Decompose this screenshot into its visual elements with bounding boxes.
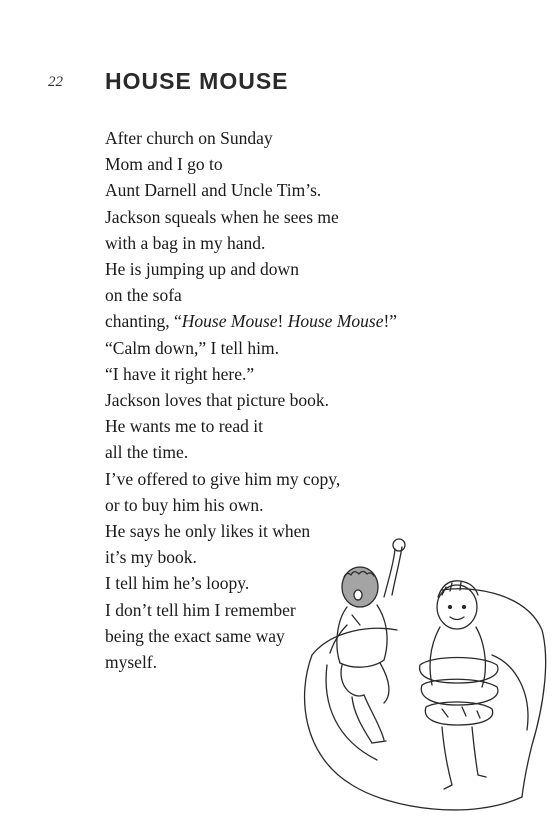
jumping-child-figure [330, 539, 405, 743]
poem-line-part: ! [277, 311, 288, 332]
poem-line: being the exact same way [105, 625, 285, 646]
page-title: HOUSE MOUSE [105, 68, 289, 94]
poem-line: or to buy him his own. [105, 494, 264, 515]
page-number: 22 [48, 74, 63, 90]
book-title-italic: House Mouse [181, 311, 278, 332]
poem-line: “I have it right here.” [105, 363, 255, 384]
smiling-child-figure [420, 581, 498, 789]
children-on-sofa-illustration [292, 535, 552, 825]
poem-line: He is jumping up and down [105, 259, 299, 280]
poem-line: I don’t tell him I remember [105, 599, 296, 620]
poem-line: all the time. [105, 442, 189, 463]
poem-line: I tell him he’s loopy. [105, 573, 250, 594]
poem-line: After church on Sunday [105, 128, 273, 148]
poem-line: Jackson squeals when he sees me [105, 206, 339, 227]
poem-line: it’s my book. [105, 547, 197, 568]
poem-line: Jackson loves that picture book. [105, 390, 330, 411]
poem-line-part: chanting, “ [105, 311, 182, 332]
poem-line: Aunt Darnell and Uncle Tim’s. [105, 180, 322, 201]
poem-line: He wants me to read it [105, 416, 263, 437]
poem-line: Mom and I go to [105, 154, 223, 175]
poem-line: I’ve offered to give him my copy, [105, 468, 341, 489]
poem-line: myself. [105, 652, 158, 673]
poem-line: on the sofa [105, 285, 182, 306]
poem-line [105, 308, 425, 334]
poem-line: He says he only likes it when [105, 521, 311, 542]
poem-line: “Calm down,” I tell him. [105, 337, 279, 358]
poem-line: with a bag in my hand. [105, 232, 266, 253]
poem-line-part: !” [383, 311, 398, 332]
book-title-italic: House Mouse [287, 311, 384, 332]
